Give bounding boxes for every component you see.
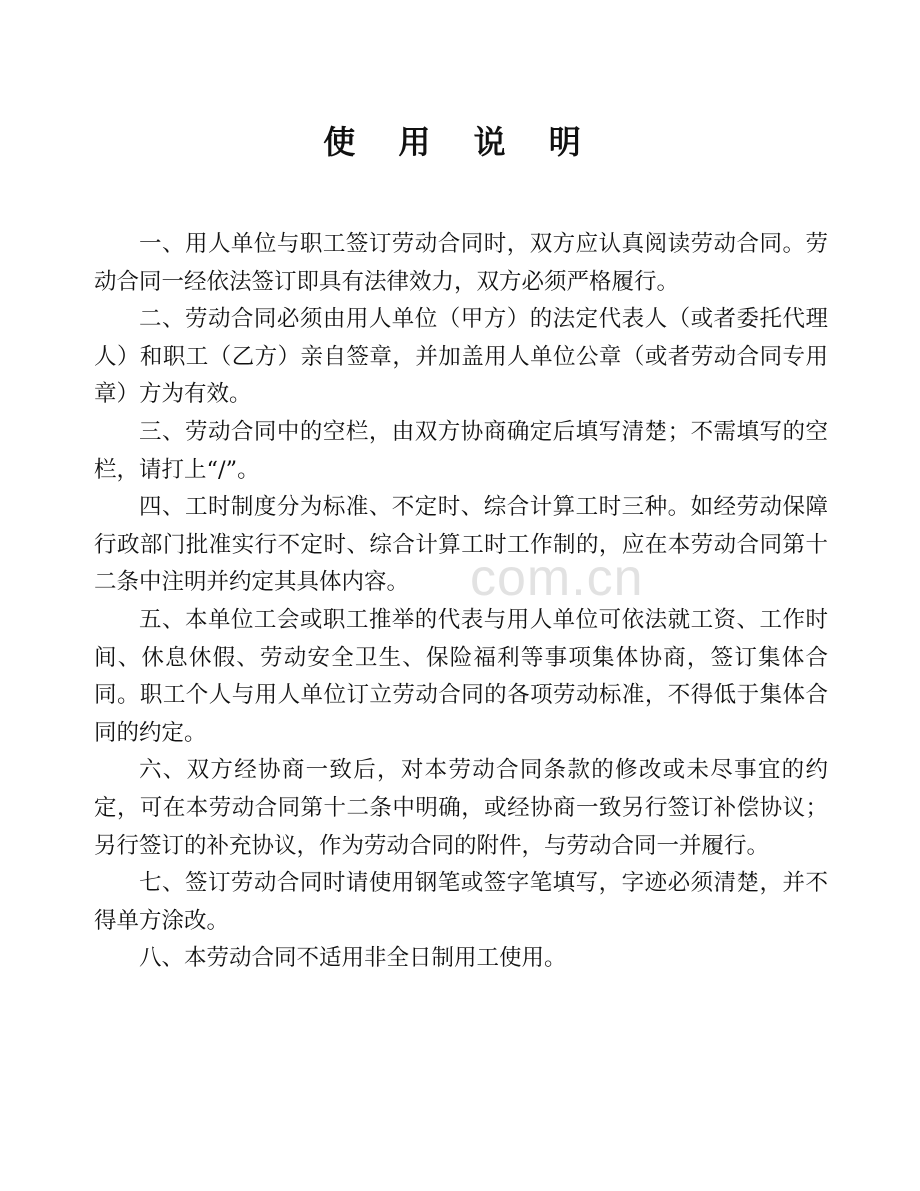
instruction-paragraph-7: 七、签订劳动合同时请使用钢笔或签字笔填写，字迹必须清楚，并不得单方涂改。: [94, 870, 828, 934]
watermark-text: com.cn: [470, 549, 644, 607]
instruction-paragraph-6: 六、双方经协商一致后，对本劳动合同条款的修改或未尽事宜的约定，可在本劳动合同第十二条中明确，或经协商一致另行签订补偿协议；另行签订的补充协议，作为劳动合同的附件，与劳动合同一并履行。: [94, 757, 828, 859]
instruction-paragraph-5: 五、本单位工会或职工推举的代表与用人单位可依法就工资、工作时间、休息休假、劳动安全卫生、保险福利等事项集体协商，签订集体合同。职工个人与用人单位订立劳动合同的各项劳动标准，不得低于集体合同的约定。: [94, 606, 828, 746]
instruction-paragraph-1: 一、用人单位与职工签订劳动合同时，双方应认真阅读劳动合同。劳动合同一经依法签订即具有法律效力，双方必须严格履行。: [94, 231, 828, 295]
instruction-paragraph-2: 二、劳动合同必须由用人单位（甲方）的法定代表人（或者委托代理人）和职工（乙方）亲自签章，并加盖用人单位公章（或者劳动合同专用章）方为有效。: [94, 306, 828, 408]
instruction-paragraph-4: 四、工时制度分为标准、不定时、综合计算工时三种。如经劳动保障行政部门批准实行不定时、综合计算工时工作制的，应在本劳动合同第十二条中注明并约定其具体内容。: [94, 494, 828, 596]
instruction-paragraph-8: 八、本劳动合同不适用非全日制用工使用。: [139, 945, 567, 972]
instructions-body: [94, 226, 828, 978]
instruction-paragraph-3: 三、劳动合同中的空栏，由双方协商确定后填写清楚；不需填写的空栏，请打上“/”。: [94, 418, 828, 483]
page-title: 使 用 说 明: [323, 123, 597, 161]
